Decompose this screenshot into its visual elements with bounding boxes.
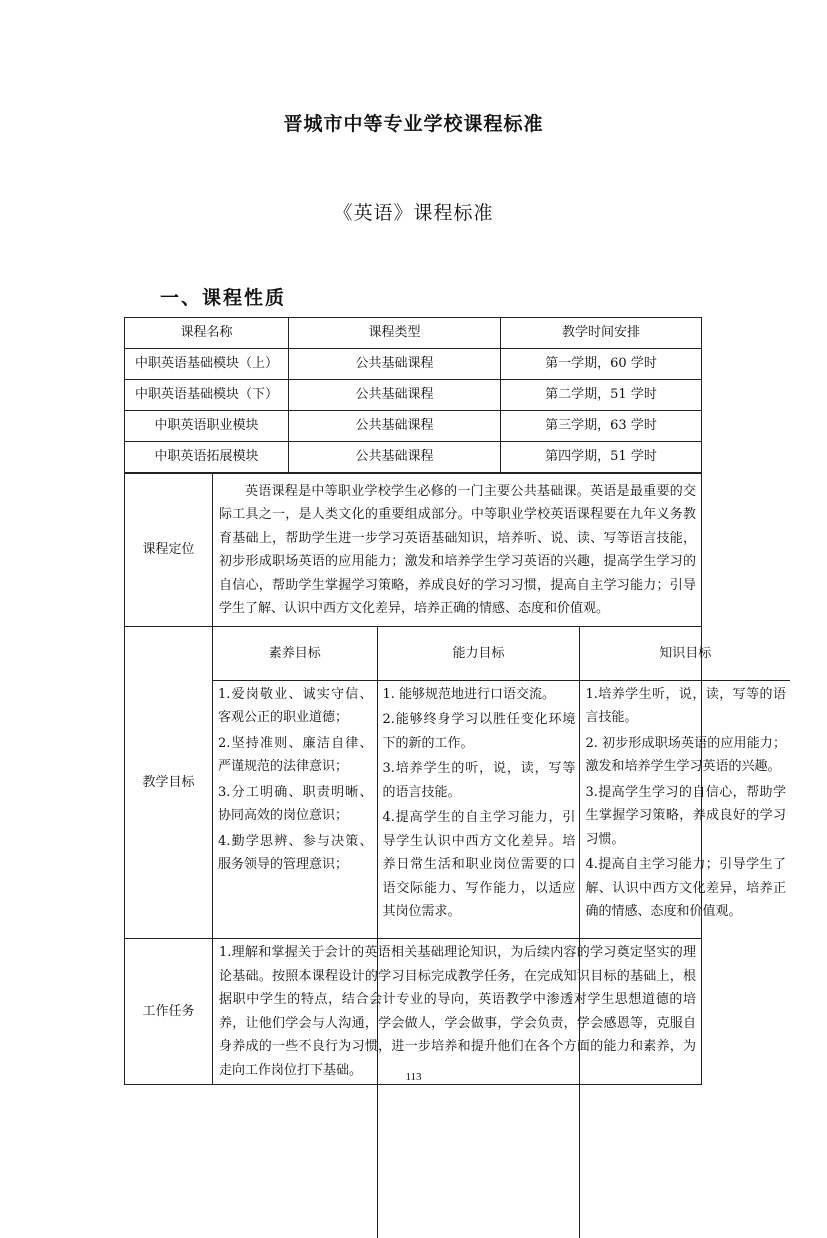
knowledge-header: 知识目标 [580, 627, 790, 680]
literacy-goals [213, 680, 377, 1238]
course-name-cell: 中职英语基础模块（下） [125, 380, 289, 411]
table-row [125, 411, 702, 442]
course-name-cell: 中职英语拓展模块 [125, 442, 289, 473]
schedule-cell: 第三学期，63 学时 [501, 411, 702, 442]
table-row [125, 442, 702, 473]
table-header-row [125, 318, 702, 349]
literacy-header: 素养目标 [213, 627, 377, 680]
tasks-label: 工作任务 [125, 939, 213, 1085]
header-course-name: 课程名称 [125, 318, 289, 349]
list-item: 3.培养学生的听，说，读，写等的语言技能。 [382, 761, 576, 800]
list-item: 1. 能够规范地进行口语交流。 [382, 686, 556, 702]
list-item: 4.勤学思辨、参与决策、服务领导的管理意识； [218, 833, 373, 873]
list-item: 4.提高学生的自主学习能力，引导学生认识中西方文化差异。培养日常生活和职业岗位需要的口语交际能力、写作能力，以适应其岗位需求。 [382, 810, 576, 920]
list-item: 3.分工明确、职责明晰、协同高效的岗位意识； [218, 784, 373, 824]
list-item: 2. 初步形成职场英语的应用能力；激发和培养学生学习英语的兴趣。 [585, 735, 786, 775]
knowledge-goals [580, 680, 790, 1238]
list-item: 4.提高自主学习能力；引导学生了解、认识中西方文化差异，培养正确的情感、态度和价值观。 [585, 857, 786, 920]
goals-cell [213, 627, 786, 939]
tasks-text: 1.理解和掌握关于会计的英语相关基础理论知识，为后续内容的学习奠定坚实的理论基础。按照本课程设计的学习目标完成教学任务，在完成知识目标的基础上，根据职中学生的特点，结合会计专业的导向，英语教学中渗透对学生思想道德的培养，让他们学会与人沟通，学会做人，学会做事，学会负责，学会感恩等，克服自身养成的一些不良行为习惯，进一步培养和提升他们在各个方面的能力和素养，为走向工作岗位打下基础。 [213, 939, 702, 1085]
course-type-cell: 公共基础课程 [289, 442, 501, 473]
ability-goals [377, 680, 580, 1238]
course-name-cell: 中职英语职业模块 [125, 411, 289, 442]
schedule-cell: 第二学期，51 学时 [501, 380, 702, 411]
course-name-cell: 中职英语基础模块（上） [125, 349, 289, 380]
header-schedule: 教学时间安排 [501, 318, 702, 349]
schedule-cell: 第四学期，51 学时 [501, 442, 702, 473]
positioning-label: 课程定位 [125, 474, 213, 627]
goals-content-row [213, 680, 790, 1238]
course-type-cell: 公共基础课程 [289, 411, 501, 442]
goals-label: 教学目标 [125, 627, 213, 939]
schedule-cell: 第一学期，60 学时 [501, 349, 702, 380]
course-title: 《英语》课程标准 [333, 202, 494, 224]
course-type-cell: 公共基础课程 [289, 349, 501, 380]
list-item: 2.坚持准则、廉洁自律、严谨规范的法律意识； [218, 735, 373, 775]
goals-row [125, 627, 702, 939]
document-title: 晋城市中等专业学校课程标准 [283, 113, 544, 135]
list-item: 1.爱岗敬业、诚实守信、客观公正的职业道德； [218, 686, 373, 726]
table-row [125, 380, 702, 411]
page-number: 113 [405, 1071, 422, 1083]
course-type-cell: 公共基础课程 [289, 380, 501, 411]
course-table [124, 317, 702, 473]
section-heading: 一、课程性质 [160, 287, 287, 309]
table-row [125, 349, 702, 380]
course-detail-table [124, 473, 786, 1085]
list-item: 1.培养学生听，说，读，写等的语言技能。 [585, 686, 786, 726]
positioning-row [125, 474, 702, 627]
goals-header-row [213, 627, 790, 680]
list-item: 2.能够终身学习以胜任变化环境下的新的工作。 [382, 712, 576, 751]
positioning-text: 英语课程是中等职业学校学生必修的一门主要公共基础课。英语是最重要的交际工具之一，是人类文化的重要组成部分。中等职业学校英语课程要在九年义务教育基础上，帮助学生进一步学习英语基础知识，培养听、说、读、写等语言技能，初步形成职场英语的应用能力；激发和培养学生学习英语的兴趣，提高学生学习的自信心，帮助学生掌握学习策略，养成良好的学习习惯，提高自主学习能力；引导学生了解、认识中西方文化差异，培养正确的情感、态度和价值观。 [213, 474, 702, 627]
goals-subtable [213, 627, 790, 1238]
header-course-type: 课程类型 [289, 318, 501, 349]
ability-header: 能力目标 [377, 627, 580, 680]
list-item: 3.提高学生学习的自信心，帮助学生掌握学习策略，养成良好的学习习惯。 [585, 784, 786, 847]
